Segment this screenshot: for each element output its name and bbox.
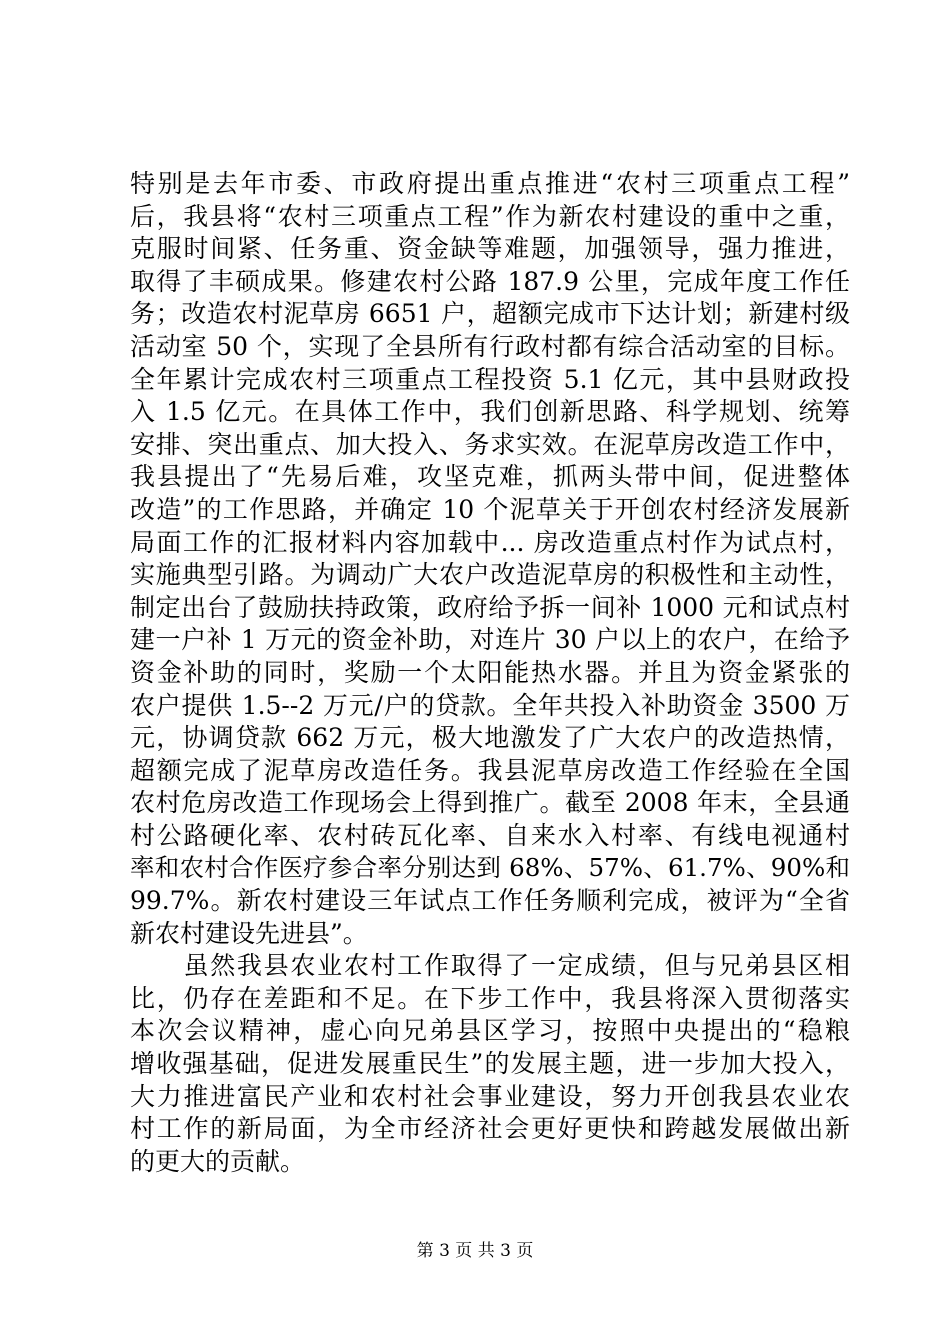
- text-line: 元，协调贷款 662 万元，极大地激发了广大农户的改造热情，: [130, 723, 850, 753]
- text-line: 大力推进富民产业和农村社会事业建设，努力开创我县农业农: [130, 1081, 850, 1111]
- text-line: 的更大的贡献。: [130, 1146, 306, 1176]
- text-line: 新农村建设先进县”。: [130, 918, 368, 948]
- text-line: 取得了丰硕成果。修建农村公路 187.9 公里，完成年度工作任: [130, 266, 850, 296]
- text-line: 率和农村合作医疗参合率分别达到 68%、57%、61.7%、90%和: [130, 853, 850, 883]
- text-line: 后，我县将“农村三项重点工程”作为新农村建设的重中之重，: [130, 201, 850, 231]
- text-line: 局面工作的汇报材料内容加载中... 房改造重点村作为试点村，: [130, 527, 850, 557]
- text-line: 务；改造农村泥草房 6651 户，超额完成市下达计划；新建村级: [130, 299, 850, 329]
- text-line: 建一户补 1 万元的资金补助，对连片 30 户以上的农户，在给予: [130, 625, 850, 655]
- text-line: 比，仍存在差距和不足。在下步工作中，我县将深入贯彻落实: [130, 983, 850, 1013]
- text-line: 增收强基础，促进发展重民生”的发展主题，进一步加大投入，: [130, 1049, 850, 1079]
- text-line: 实施典型引路。为调动广大农户改造泥草房的积极性和主动性，: [130, 560, 850, 590]
- text-line: 超额完成了泥草房改造任务。我县泥草房改造工作经验在全国: [130, 755, 850, 785]
- text-line: 我县提出了“先易后难，攻坚克难，抓两头带中间，促进整体: [130, 462, 850, 492]
- text-line: 改造”的工作思路，并确定 10 个泥草关于开创农村经济发展新: [130, 494, 850, 524]
- text-line: 村工作的新局面，为全市经济社会更好更快和跨越发展做出新: [130, 1114, 850, 1144]
- text-line: 入 1.5 亿元。在具体工作中，我们创新思路、科学规划、统筹: [130, 397, 850, 427]
- text-line: 全年累计完成农村三项重点工程投资 5.1 亿元，其中县财政投: [130, 364, 850, 394]
- page-footer: [0, 1240, 950, 1262]
- text-line: 虽然我县农业农村工作取得了一定成绩，但与兄弟县区相: [130, 951, 850, 981]
- page-number: 第 3 页 共 3 页: [416, 1241, 534, 1261]
- text-line: 本次会议精神，虚心向兄弟县区学习，按照中央提出的“稳粮: [130, 1016, 850, 1046]
- document-body: [130, 168, 850, 1178]
- text-line: 克服时间紧、任务重、资金缺等难题，加强领导，强力推进，: [130, 234, 850, 264]
- text-line: 特别是去年市委、市政府提出重点推进“农村三项重点工程”: [130, 169, 850, 198]
- text-line: 99.7%。新农村建设三年试点工作任务顺利完成，被评为“全省: [130, 886, 850, 916]
- paragraph-1: [130, 168, 850, 950]
- text-line: 活动室 50 个，实现了全县所有行政村都有综合活动室的目标。: [130, 331, 850, 361]
- text-line: 农村危房改造工作现场会上得到推广。截至 2008 年末，全县通: [130, 788, 850, 818]
- text-line: 村公路硬化率、农村砖瓦化率、自来水入村率、有线电视通村: [130, 820, 850, 850]
- paragraph-2: [130, 950, 850, 1178]
- text-line: 制定出台了鼓励扶持政策，政府给予拆一间补 1000 元和试点村: [130, 592, 850, 622]
- text-line: 农户提供 1.5--2 万元/户的贷款。全年共投入补助资金 3500 万: [130, 690, 850, 720]
- text-line: 资金补助的同时，奖励一个太阳能热水器。并且为资金紧张的: [130, 657, 850, 687]
- text-line: 安排、突出重点、加大投入、务求实效。在泥草房改造工作中，: [130, 429, 850, 459]
